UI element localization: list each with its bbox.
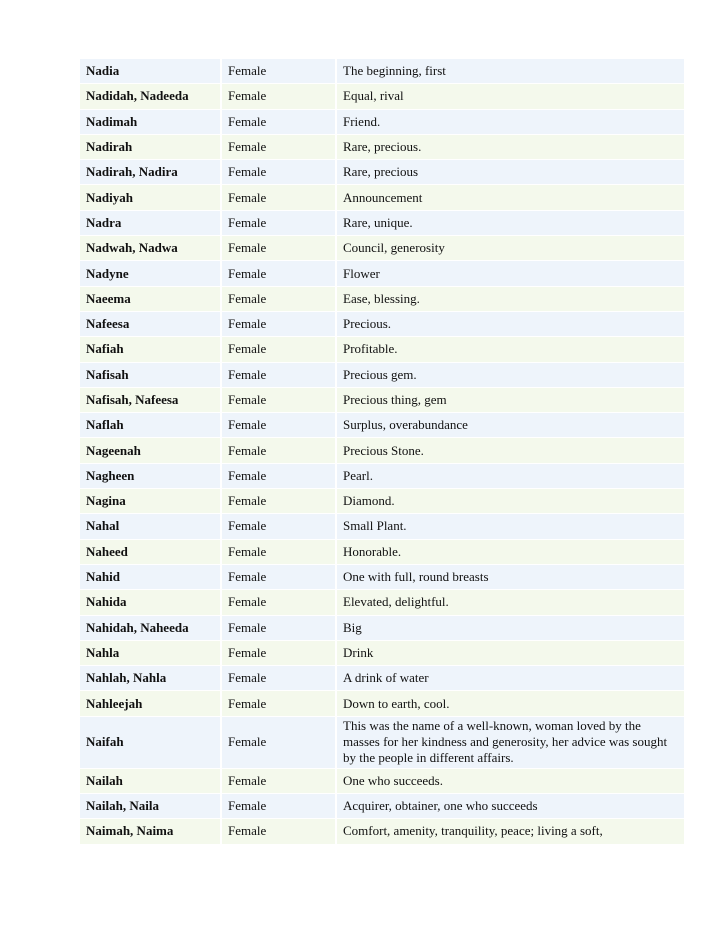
gender-cell: Female [222, 110, 337, 134]
meaning-cell: Diamond. [337, 489, 684, 513]
name-cell: Nafisah [80, 363, 222, 387]
names-table-body [80, 59, 684, 844]
table-row [80, 438, 684, 462]
gender-cell: Female [222, 59, 337, 83]
table-row [80, 363, 684, 387]
table-row [80, 514, 684, 538]
name-cell: Nahla [80, 641, 222, 665]
table-row [80, 287, 684, 311]
gender-cell: Female [222, 438, 337, 462]
table-row [80, 160, 684, 184]
table-row [80, 211, 684, 235]
table-row [80, 261, 684, 285]
table-row [80, 110, 684, 134]
name-cell: Nahlah, Nahla [80, 666, 222, 690]
meaning-cell: Equal, rival [337, 84, 684, 108]
meaning-cell: Pearl. [337, 464, 684, 488]
name-cell: Nagina [80, 489, 222, 513]
name-cell: Nadirah [80, 135, 222, 159]
table-row [80, 185, 684, 209]
table-row [80, 819, 684, 843]
name-cell: Nafiah [80, 337, 222, 361]
gender-cell: Female [222, 769, 337, 793]
gender-cell: Female [222, 287, 337, 311]
gender-cell: Female [222, 261, 337, 285]
gender-cell: Female [222, 641, 337, 665]
name-cell: Nadidah, Nadeeda [80, 84, 222, 108]
meaning-cell: Precious gem. [337, 363, 684, 387]
meaning-cell: The beginning, first [337, 59, 684, 83]
table-row [80, 59, 684, 83]
meaning-cell: Flower [337, 261, 684, 285]
gender-cell: Female [222, 363, 337, 387]
name-cell: Nahleejah [80, 691, 222, 715]
name-cell: Nailah [80, 769, 222, 793]
table-row [80, 388, 684, 412]
name-cell: Nafisah, Nafeesa [80, 388, 222, 412]
meaning-cell: Rare, precious [337, 160, 684, 184]
name-cell: Nagheen [80, 464, 222, 488]
meaning-cell: This was the name of a well-known, woman loved by the masses for her kindness and generosity, her advice was sought by the people in different affairs. [337, 717, 684, 768]
gender-cell: Female [222, 337, 337, 361]
meaning-cell: Acquirer, obtainer, one who succeeds [337, 794, 684, 818]
meaning-cell: Big [337, 616, 684, 640]
meaning-cell: Profitable. [337, 337, 684, 361]
table-row [80, 590, 684, 614]
gender-cell: Female [222, 185, 337, 209]
meaning-cell: Down to earth, cool. [337, 691, 684, 715]
gender-cell: Female [222, 413, 337, 437]
gender-cell: Female [222, 540, 337, 564]
meaning-cell: Rare, precious. [337, 135, 684, 159]
name-cell: Nahidah, Naheeda [80, 616, 222, 640]
name-cell: Nahida [80, 590, 222, 614]
gender-cell: Female [222, 236, 337, 260]
name-cell: Nailah, Naila [80, 794, 222, 818]
gender-cell: Female [222, 514, 337, 538]
meaning-cell: Surplus, overabundance [337, 413, 684, 437]
name-cell: Naeema [80, 287, 222, 311]
table-row [80, 691, 684, 715]
meaning-cell: Friend. [337, 110, 684, 134]
table-row [80, 717, 684, 768]
gender-cell: Female [222, 691, 337, 715]
gender-cell: Female [222, 794, 337, 818]
meaning-cell: Comfort, amenity, tranquility, peace; living a soft, [337, 819, 684, 843]
meaning-cell: Small Plant. [337, 514, 684, 538]
gender-cell: Female [222, 819, 337, 843]
gender-cell: Female [222, 388, 337, 412]
table-row [80, 616, 684, 640]
meaning-cell: Precious thing, gem [337, 388, 684, 412]
gender-cell: Female [222, 160, 337, 184]
gender-cell: Female [222, 717, 337, 768]
name-cell: Nadwah, Nadwa [80, 236, 222, 260]
gender-cell: Female [222, 489, 337, 513]
meaning-cell: Ease, blessing. [337, 287, 684, 311]
gender-cell: Female [222, 84, 337, 108]
name-cell: Nadimah [80, 110, 222, 134]
name-cell: Nadiyah [80, 185, 222, 209]
name-cell: Nafeesa [80, 312, 222, 336]
table-row [80, 84, 684, 108]
table-row [80, 337, 684, 361]
gender-cell: Female [222, 211, 337, 235]
table-row [80, 565, 684, 589]
meaning-cell: Precious Stone. [337, 438, 684, 462]
gender-cell: Female [222, 565, 337, 589]
table-row [80, 489, 684, 513]
table-row [80, 641, 684, 665]
name-cell: Naifah [80, 717, 222, 768]
meaning-cell: Elevated, delightful. [337, 590, 684, 614]
meaning-cell: Announcement [337, 185, 684, 209]
gender-cell: Female [222, 312, 337, 336]
table-row [80, 666, 684, 690]
gender-cell: Female [222, 666, 337, 690]
table-row [80, 236, 684, 260]
table-row [80, 769, 684, 793]
name-cell: Nadia [80, 59, 222, 83]
table-row [80, 540, 684, 564]
table-row [80, 794, 684, 818]
names-table [80, 58, 684, 845]
name-cell: Nadyne [80, 261, 222, 285]
name-cell: Nadra [80, 211, 222, 235]
meaning-cell: One who succeeds. [337, 769, 684, 793]
gender-cell: Female [222, 616, 337, 640]
name-cell: Naimah, Naima [80, 819, 222, 843]
name-cell: Nageenah [80, 438, 222, 462]
gender-cell: Female [222, 464, 337, 488]
table-row [80, 413, 684, 437]
meaning-cell: Rare, unique. [337, 211, 684, 235]
name-cell: Naheed [80, 540, 222, 564]
meaning-cell: One with full, round breasts [337, 565, 684, 589]
name-cell: Nahid [80, 565, 222, 589]
meaning-cell: A drink of water [337, 666, 684, 690]
table-row [80, 135, 684, 159]
name-cell: Nadirah, Nadira [80, 160, 222, 184]
meaning-cell: Precious. [337, 312, 684, 336]
table-row [80, 464, 684, 488]
name-cell: Naflah [80, 413, 222, 437]
gender-cell: Female [222, 135, 337, 159]
table-row [80, 312, 684, 336]
gender-cell: Female [222, 590, 337, 614]
name-cell: Nahal [80, 514, 222, 538]
meaning-cell: Honorable. [337, 540, 684, 564]
meaning-cell: Council, generosity [337, 236, 684, 260]
meaning-cell: Drink [337, 641, 684, 665]
